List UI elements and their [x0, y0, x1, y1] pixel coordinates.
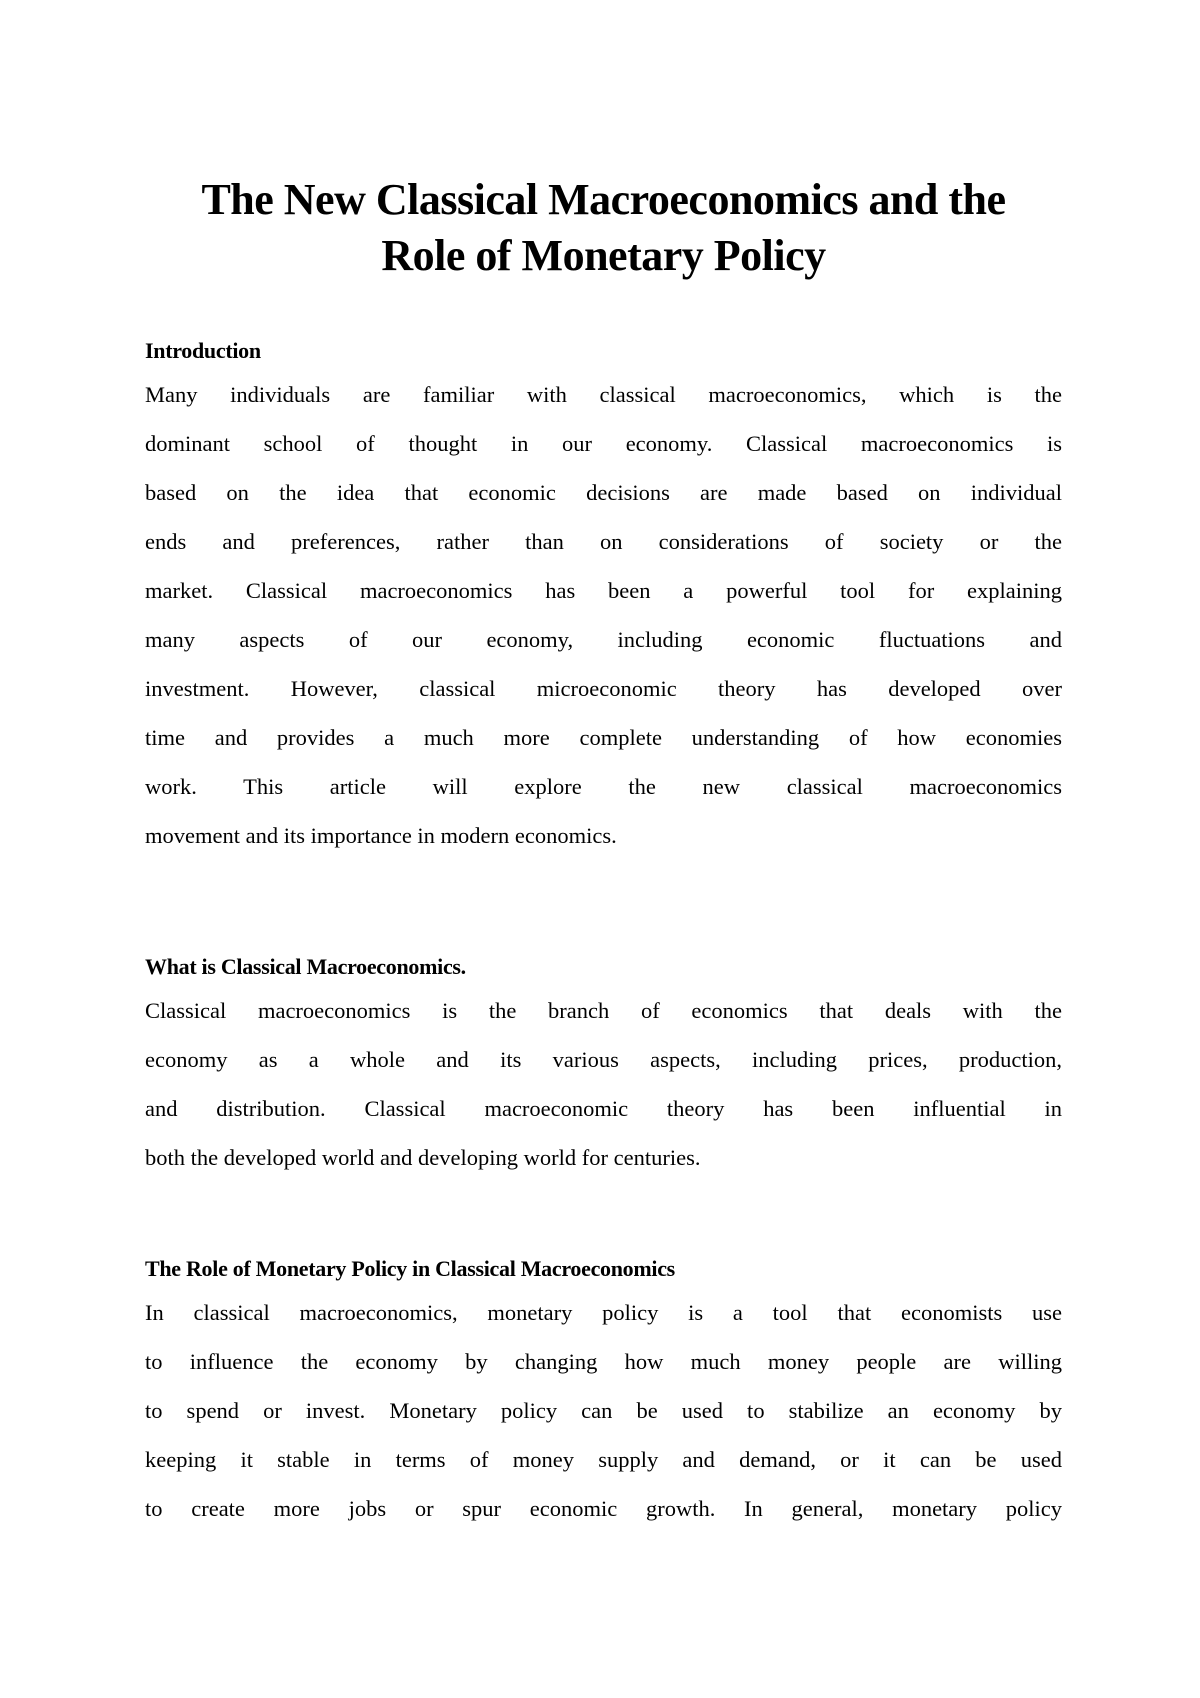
- section-paragraph: [145, 370, 1062, 860]
- title-line-1: The New Classical Macroeconomics and the: [201, 175, 1006, 224]
- section-heading: What is Classical Macroeconomics.: [145, 954, 466, 979]
- paragraph-line: dominant school of thought in our economy. Classical macroeconomics is: [145, 431, 1062, 456]
- document-title: [145, 172, 1062, 284]
- paragraph-line: ends and preferences, rather than on considerations of society or the: [145, 529, 1062, 554]
- paragraph-line: Many individuals are familiar with classical macroeconomics, which is the: [145, 382, 1062, 407]
- paragraph-line: movement and its importance in modern economics.: [145, 823, 617, 848]
- section-role-of-monetary-policy: [145, 1254, 1062, 1533]
- paragraph-line: investment. However, classical microeconomic theory has developed over: [145, 676, 1062, 701]
- paragraph-line: Classical macroeconomics is the branch of economics that deals with the: [145, 998, 1062, 1023]
- paragraph-line: time and provides a much more complete understanding of how economies: [145, 725, 1062, 750]
- section-heading: The Role of Monetary Policy in Classical Macroeconomics: [145, 1256, 675, 1281]
- paragraph-line: keeping it stable in terms of money supply and demand, or it can be used: [145, 1447, 1062, 1472]
- section-what-is-classical-macroeconomics: [145, 952, 1062, 1182]
- section-paragraph: [145, 986, 1062, 1182]
- paragraph-line: to create more jobs or spur economic growth. In general, monetary policy: [145, 1496, 1062, 1521]
- paragraph-line: market. Classical macroeconomics has been a powerful tool for explaining: [145, 578, 1062, 603]
- paragraph-line: based on the idea that economic decisions are made based on individual: [145, 480, 1062, 505]
- paragraph-line: work. This article will explore the new classical macroeconomics: [145, 774, 1062, 799]
- paragraph-line: many aspects of our economy, including economic fluctuations and: [145, 627, 1062, 652]
- title-line-2: Role of Monetary Policy: [381, 231, 826, 280]
- paragraph-line: economy as a whole and its various aspects, including prices, production,: [145, 1047, 1062, 1072]
- paragraph-line: to influence the economy by changing how much money people are willing: [145, 1349, 1062, 1374]
- paragraph-line: and distribution. Classical macroeconomic theory has been influential in: [145, 1096, 1062, 1121]
- section-paragraph: [145, 1288, 1062, 1533]
- paragraph-line: both the developed world and developing world for centuries.: [145, 1145, 701, 1170]
- paragraph-line: to spend or invest. Monetary policy can be used to stabilize an economy by: [145, 1398, 1062, 1423]
- section-introduction: [145, 336, 1062, 860]
- section-heading: Introduction: [145, 338, 261, 363]
- paragraph-line: In classical macroeconomics, monetary policy is a tool that economists use: [145, 1300, 1062, 1325]
